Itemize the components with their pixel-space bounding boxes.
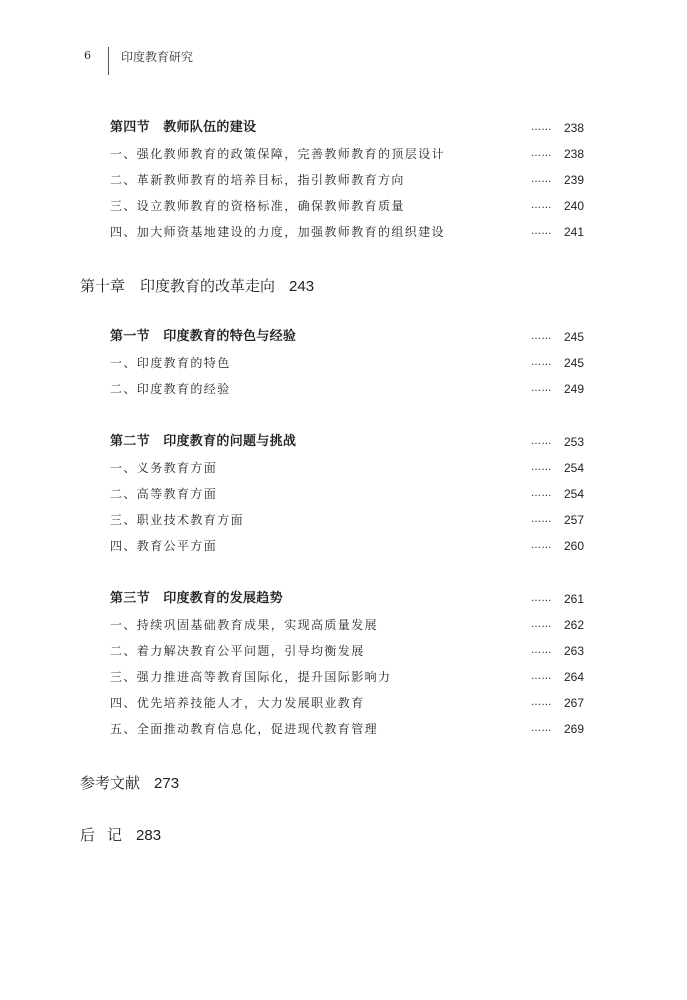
chapter-title: 第十章 印度教育的改革走向 <box>80 277 276 295</box>
page-ref: 238 <box>563 121 584 135</box>
toc-item[interactable] <box>110 353 584 373</box>
toc-item[interactable] <box>110 458 584 478</box>
page-ref: 254 <box>563 487 584 501</box>
header-divider <box>108 47 109 75</box>
section-title: 第二节 印度教育的问题与挑战 <box>110 434 297 449</box>
leader-dots: …… <box>531 357 552 368</box>
toc-item[interactable] <box>110 615 584 635</box>
item-title: 三、强力推进高等教育国际化，提升国际影响力 <box>110 670 392 684</box>
item-title: 一、印度教育的特色 <box>110 356 231 370</box>
item-title: 二、革新教师教育的培养目标，指引教师教育方向 <box>110 173 405 187</box>
page-ref: 245 <box>563 356 584 370</box>
toc-references[interactable] <box>80 771 179 795</box>
page-number: 6 <box>84 49 91 62</box>
page-ref: 239 <box>563 173 584 187</box>
toc-item[interactable] <box>110 667 584 687</box>
section-title: 第三节 印度教育的发展趋势 <box>110 591 283 606</box>
toc-item[interactable] <box>110 144 584 164</box>
item-title: 四、加大师资基地建设的力度，加强教师教育的组织建设 <box>110 225 446 239</box>
leader-dots: …… <box>531 174 552 185</box>
item-title: 三、设立教师教育的资格标准，确保教师教育质量 <box>110 199 405 213</box>
references-title: 参考文献 <box>80 774 141 792</box>
page-ref: 263 <box>563 644 584 658</box>
leader-dots: …… <box>531 122 552 133</box>
leader-dots: …… <box>531 331 552 342</box>
section-title: 第一节 印度教育的特色与经验 <box>110 329 297 344</box>
page-ref: 253 <box>563 435 584 449</box>
item-title: 二、着力解决教育公平问题，引导均衡发展 <box>110 644 365 658</box>
toc-item[interactable] <box>110 693 584 713</box>
page-ref: 283 <box>136 827 162 844</box>
toc-section-ch10-sec2[interactable] <box>110 432 584 452</box>
item-title: 一、强化教师教育的政策保障，完善教师教育的顶层设计 <box>110 147 446 161</box>
toc-postscript[interactable] <box>80 823 161 847</box>
leader-dots: …… <box>531 436 552 447</box>
page-ref: 243 <box>289 278 315 295</box>
leader-dots: …… <box>531 540 552 551</box>
toc-item[interactable] <box>110 510 584 530</box>
leader-dots: …… <box>531 593 552 604</box>
page-ref: 245 <box>563 330 584 344</box>
toc-item[interactable] <box>110 379 584 399</box>
leader-dots: …… <box>531 514 552 525</box>
page-ref: 262 <box>563 618 584 632</box>
toc-section-ch10-sec1[interactable] <box>110 327 584 347</box>
item-title: 二、印度教育的经验 <box>110 382 231 396</box>
page-ref: 249 <box>563 382 584 396</box>
item-title: 二、高等教育方面 <box>110 487 218 501</box>
toc-item[interactable] <box>110 719 584 739</box>
leader-dots: …… <box>531 200 552 211</box>
leader-dots: …… <box>531 226 552 237</box>
leader-dots: …… <box>531 148 552 159</box>
page-ref: 241 <box>563 225 584 239</box>
leader-dots: …… <box>531 462 552 473</box>
leader-dots: …… <box>531 619 552 630</box>
page-ref: 260 <box>563 539 584 553</box>
item-title: 五、全面推动教育信息化，促进现代教育管理 <box>110 722 379 736</box>
item-title: 一、义务教育方面 <box>110 461 218 475</box>
page-ref: 264 <box>563 670 584 684</box>
page-ref: 254 <box>563 461 584 475</box>
running-title: 印度教育研究 <box>121 50 194 64</box>
page-ref: 269 <box>563 722 584 736</box>
item-title: 四、教育公平方面 <box>110 539 218 553</box>
toc-chapter-10[interactable] <box>80 274 314 298</box>
page-ref: 273 <box>154 775 180 792</box>
toc-item[interactable] <box>110 484 584 504</box>
toc-section-ch10-sec3[interactable] <box>110 589 584 609</box>
leader-dots: …… <box>531 723 552 734</box>
toc-item[interactable] <box>110 641 584 661</box>
leader-dots: …… <box>531 383 552 394</box>
running-header <box>0 47 687 77</box>
leader-dots: …… <box>531 488 552 499</box>
item-title: 一、持续巩固基础教育成果，实现高质量发展 <box>110 618 379 632</box>
toc-section-ch9-sec4[interactable] <box>110 118 584 138</box>
item-title: 四、优先培养技能人才，大力发展职业教育 <box>110 696 365 710</box>
leader-dots: …… <box>531 645 552 656</box>
postscript-title: 后记 <box>80 826 135 844</box>
page-ref: 261 <box>563 592 584 606</box>
toc-item[interactable] <box>110 170 584 190</box>
page-ref: 267 <box>563 696 584 710</box>
item-title: 三、职业技术教育方面 <box>110 513 245 527</box>
page-ref: 240 <box>563 199 584 213</box>
toc-item[interactable] <box>110 536 584 556</box>
toc-item[interactable] <box>110 196 584 216</box>
section-title: 第四节 教师队伍的建设 <box>110 120 257 135</box>
page-ref: 257 <box>563 513 584 527</box>
toc-item[interactable] <box>110 222 584 242</box>
page-ref: 238 <box>563 147 584 161</box>
leader-dots: …… <box>531 697 552 708</box>
leader-dots: …… <box>531 671 552 682</box>
